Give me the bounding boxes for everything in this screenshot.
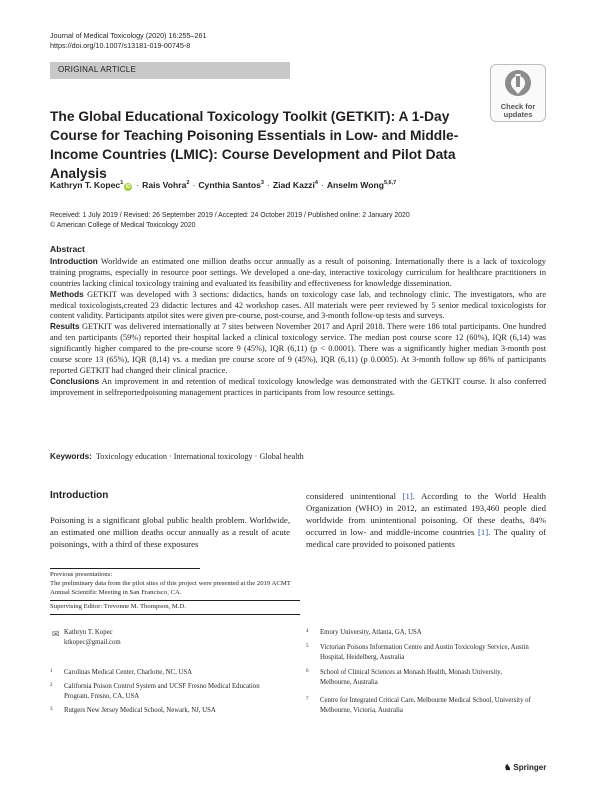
abstract-label: Results — [50, 322, 80, 332]
affiliation-item — [50, 668, 300, 680]
article-title: The Global Educational Toxicology Toolkit (GETKIT): A 1-Day Course for Teaching Poisoning Essentials in Low- and Middle-Income Countries (LMIC): Course Development and Pilot Data Analysis — [50, 109, 459, 181]
affiliation-number: 7 — [306, 697, 309, 702]
affiliation-number: 6 — [306, 669, 309, 674]
affiliation-item — [306, 643, 546, 665]
check-updates-line2: updates — [503, 110, 533, 119]
journal-header — [50, 31, 207, 51]
body-text: . The quality of medical care provided to poisoned patients — [306, 527, 547, 550]
doi-link[interactable]: https://doi.org/10.1007/s13181-019-00745-8 — [50, 41, 191, 50]
introduction-continued — [306, 490, 546, 550]
author-name[interactable]: Anselm Wong — [326, 180, 384, 190]
author-affil-sup: 4 — [314, 180, 318, 187]
presentations-footnote — [50, 570, 300, 597]
author-separator: · — [192, 180, 196, 190]
affiliation-text: School of Clinical Sciences at Monash Health, Monash University, Melbourne, Australia — [320, 669, 502, 686]
affiliation-text: Rutgers New Jersey Medical School, Newark, NJ, USA — [64, 707, 216, 714]
affiliation-number: 2 — [50, 683, 53, 688]
check-updates-icon — [503, 68, 533, 98]
author-affil-sup: 1 — [120, 180, 124, 187]
affiliation-item — [306, 628, 546, 640]
envelope-icon: ✉ — [52, 629, 60, 639]
author-separator: · — [136, 180, 140, 190]
copyright-line: © American College of Medical Toxicology 2020 — [50, 221, 196, 229]
keywords — [50, 452, 304, 461]
article-type-label: ORIGINAL ARTICLE — [58, 65, 137, 74]
publisher-name: Springer — [513, 763, 547, 772]
correspondence — [64, 628, 264, 647]
body-right-column — [306, 490, 546, 550]
body-text: . According to the World Health Organization (WHO) in 2012, an estimated 193,460 people died worldwide from unintentional poisoning. Of these deaths, 84% occurred in low- and middle-income countries — [306, 491, 546, 538]
author-list — [50, 180, 520, 191]
abstract-methods — [50, 290, 546, 323]
abstract-label: Conclusions — [50, 376, 100, 386]
corresponding-author: Kathryn T. Kopec — [64, 629, 113, 636]
abstract-results — [50, 322, 546, 377]
abstract-label: Methods — [50, 289, 84, 299]
journal-citation: Journal of Medical Toxicology (2020) 16:255–261 — [50, 31, 207, 40]
presentations-label: Previous presentations: — [50, 571, 113, 578]
author-name[interactable]: Cynthia Santos — [198, 180, 261, 190]
dates-history: Received: 1 July 2019 / Revised: 26 September 2019 / Accepted: 24 October 2019 / Published online: 2 January 2020 — [50, 212, 410, 219]
footnote-divider — [50, 568, 200, 569]
abstract-text: GETKIT was delivered internationally at 7 sites between November 2017 and April 2018. There were 186 total participants. One hundred and ten participants (59%) reported their hospital lacked a clinical toxicology service. The median post course score 12 (60%), IQR (6,14) was significantly higher compared to the pre-course score 9 (45%), IQR (6,11) (p < 0.0001). There was a significantly higher median 3-month post course score 13 (65%), IQR (8,14) vs. a median pre course score of 9 (45%), IQR (6,11) (p 0.0005). At 3-month follow up 86% of participants reported GETKIT had changed their clinical practice. — [50, 322, 546, 375]
affiliation-text: California Poison Control System and UCSF Fresno Medical Education Program, Fresno, CA, USA — [64, 683, 260, 700]
abstract-text: An improvement in and retention of medical toxicology knowledge was demonstrated with the GETKIT course. It also conferred improvement in selfreportedpoisoning management practices in participants from low resource settings. — [50, 376, 546, 397]
author-separator: · — [266, 180, 270, 190]
author-name[interactable]: Kathryn T. Kopec — [50, 180, 121, 190]
editor-divider-bottom — [50, 614, 300, 615]
introduction-heading: Introduction — [50, 490, 109, 501]
body-text: considered unintentional — [306, 491, 403, 501]
author-affil-sup: 5,6,7 — [383, 180, 397, 187]
affiliation-item — [306, 696, 546, 718]
author-name[interactable]: Ziad Kazzi — [272, 180, 315, 190]
affiliation-number: 4 — [306, 629, 309, 634]
editor-divider-top — [50, 600, 300, 601]
keywords-text: Toxicology education · International toxicology · Global health — [95, 452, 304, 461]
affiliation-number: 5 — [306, 644, 309, 649]
affiliation-item — [306, 668, 546, 690]
affiliation-text: Centre for Integrated Critical Care, Melbourne Medical School, University of Melbourne, Victoria, Australia — [320, 697, 531, 714]
body-left-column — [50, 490, 290, 550]
abstract-heading: Abstract — [50, 244, 85, 254]
orcid-icon[interactable]: iD — [125, 184, 131, 190]
affiliation-item — [50, 682, 300, 704]
author-affil-sup: 3 — [260, 180, 264, 187]
affiliation-text: Victorian Poisons Information Centre and Austin Toxicology Service, Austin Hospital, Heidelberg, Australia — [320, 644, 529, 661]
author-separator: · — [320, 180, 324, 190]
author-affil-sup: 2 — [186, 180, 190, 187]
supervising-editor: Supervising Editor: Trevonne M. Thompson, M.D. — [50, 603, 187, 610]
publisher-logo — [504, 763, 546, 772]
abstract-text: GETKIT was developed with 3 sections: didactics, hands on toxicology case lab, and technology clinic. The investigators, who are medical toxicologists,created 23 didactic lectures and 42 workshop cases. All materials were peer reviewed by 5 senior medical toxicologists for content validity. Participants atpilot sites were given pre-course, post-course, and 3-month follow-up tests and surveys. — [50, 289, 547, 321]
abstract-label: Introduction — [50, 256, 98, 266]
check-updates-line1: Check for — [500, 102, 536, 111]
publication-dates — [50, 211, 410, 230]
abstract-introduction — [50, 257, 546, 290]
citation-link[interactable]: [1] — [402, 491, 413, 501]
affiliation-number: 1 — [50, 669, 53, 674]
affiliation-number: 3 — [50, 707, 53, 712]
abstract — [50, 244, 546, 399]
citation-link[interactable]: [1] — [478, 527, 489, 538]
springer-horse-icon: ♞ — [504, 763, 512, 772]
affiliation-text: Emory University, Atlanta, GA, USA — [320, 629, 422, 636]
presentations-text: The preliminary data from the pilot sites of this project were presented at the 2019 ACMT Annual Scientific Meeting in San Francisco, CA. — [50, 580, 291, 596]
abstract-conclusions — [50, 377, 546, 399]
article-type-bar — [50, 62, 290, 79]
affiliation-item — [50, 706, 300, 718]
corresponding-email[interactable]: ktkopec@gmail.com — [64, 638, 121, 646]
affiliation-text: Carolinas Medical Center, Charlotte, NC, USA — [64, 669, 193, 676]
author-name[interactable]: Rais Vohra — [142, 180, 187, 190]
keywords-label: Keywords: — [50, 452, 92, 461]
introduction-paragraph: Poisoning is a significant global public health problem. Worldwide, an estimated one million deaths occur annually as a result of acute poisonings, with a third of these exposures — [50, 515, 290, 550]
abstract-text: Worldwide an estimated one million deaths occur annually as a result of poisoning. Internationally there is a lack of toxicology training programs, especially in resource poor settings. We developed a one-day, interactive toxicology curriculum for healthcare practitioners in countries lacking clinical toxicology training and evaluated its feasibility and effectiveness for knowledge dissemination. — [50, 256, 546, 288]
